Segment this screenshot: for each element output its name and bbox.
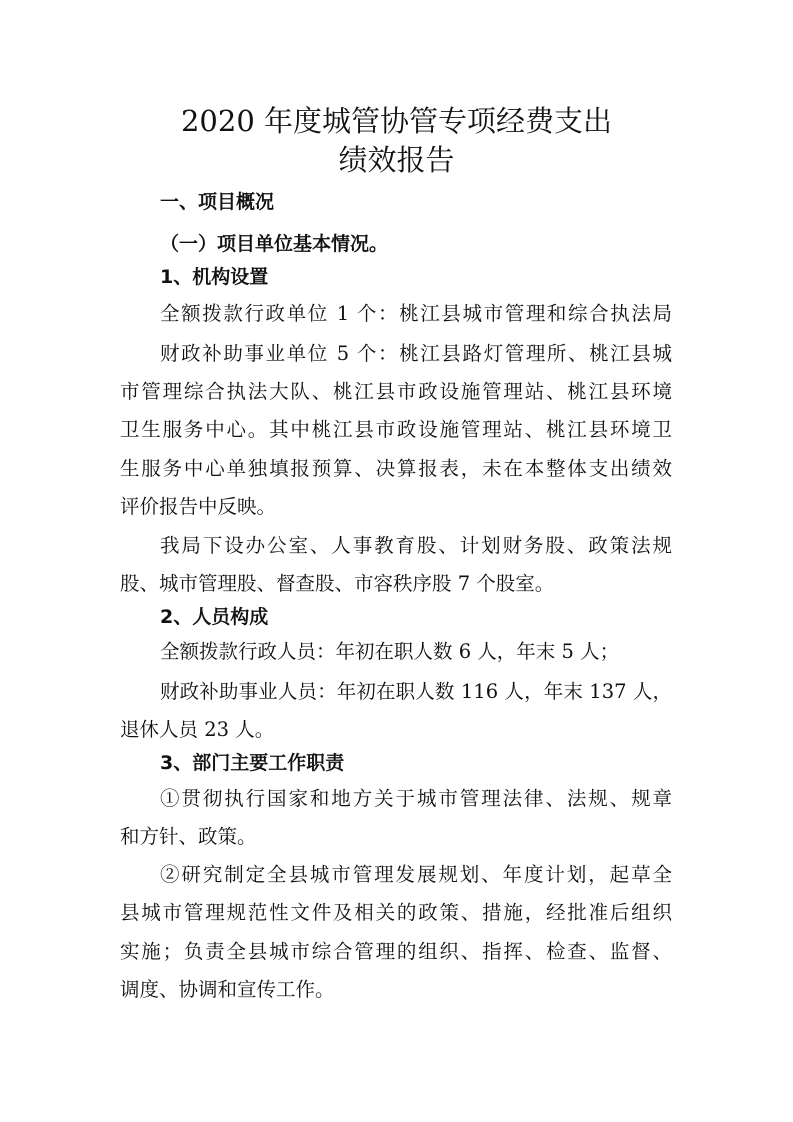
duty-1-line-1: ①贯彻执行国家和地方关于城市管理法律、法规、规章 bbox=[160, 787, 672, 810]
paragraph-subsidized-units-line-2: 市管理综合执法大队、桃江县市政设施管理站、桃江县环境 bbox=[120, 380, 672, 403]
paragraph-departments-line-1: 我局下设办公室、人事教育股、计划财务股、政策法规 bbox=[160, 534, 672, 557]
heading-org-setup: 1、机构设置 bbox=[160, 266, 269, 288]
paragraph-departments-line-2: 股、城市管理股、督查股、市容秩序股 7 个股室。 bbox=[120, 572, 555, 595]
paragraph-admin-unit: 全额拨款行政单位 1 个：桃江县城市管理和综合执法局 bbox=[160, 302, 672, 325]
paragraph-subsidized-units-line-4: 生服务中心单独填报预算、决算报表，未在本整体支出绩效 bbox=[120, 457, 672, 480]
heading-staff: 2、人员构成 bbox=[160, 606, 269, 628]
paragraph-subsidized-staff-line-1: 财政补助事业人员：年初在职人数 116 人，年末 137 人， bbox=[160, 680, 672, 703]
heading-duties: 3、部门主要工作职责 bbox=[160, 752, 345, 774]
paragraph-subsidized-units-line-1: 财政补助事业单位 5 个：桃江县路灯管理所、桃江县城 bbox=[160, 342, 672, 365]
report-title-line-2: 绩效报告 bbox=[338, 143, 455, 177]
paragraph-subsidized-staff-line-2: 退休人员 23 人。 bbox=[120, 718, 275, 741]
paragraph-subsidized-units-line-3: 卫生服务中心。其中桃江县市政设施管理站、桃江县环境卫 bbox=[120, 418, 672, 441]
duty-2-line-3: 实施；负责全县城市综合管理的组织、指挥、检查、监督、 bbox=[120, 940, 672, 963]
duty-2-line-4: 调度、协调和宣传工作。 bbox=[120, 978, 335, 1001]
paragraph-admin-staff: 全额拨款行政人员：年初在职人数 6 人，年末 5 人； bbox=[160, 640, 620, 663]
report-title-line-1: 2020 年度城管协管专项经费支出 bbox=[180, 104, 613, 138]
section-heading-overview: 一、项目概况 bbox=[160, 191, 275, 213]
subsection-heading-unit-info: （一）项目单位基本情况。 bbox=[160, 233, 389, 255]
duty-1-line-2: 和方针、政策。 bbox=[120, 825, 257, 848]
duty-2-line-1: ②研究制定全县城市管理发展规划、年度计划，起草全 bbox=[160, 863, 672, 886]
paragraph-subsidized-units-line-5: 评价报告中反映。 bbox=[120, 495, 277, 518]
duty-2-line-2: 县城市管理规范性文件及相关的政策、措施，经批准后组织 bbox=[120, 901, 672, 924]
